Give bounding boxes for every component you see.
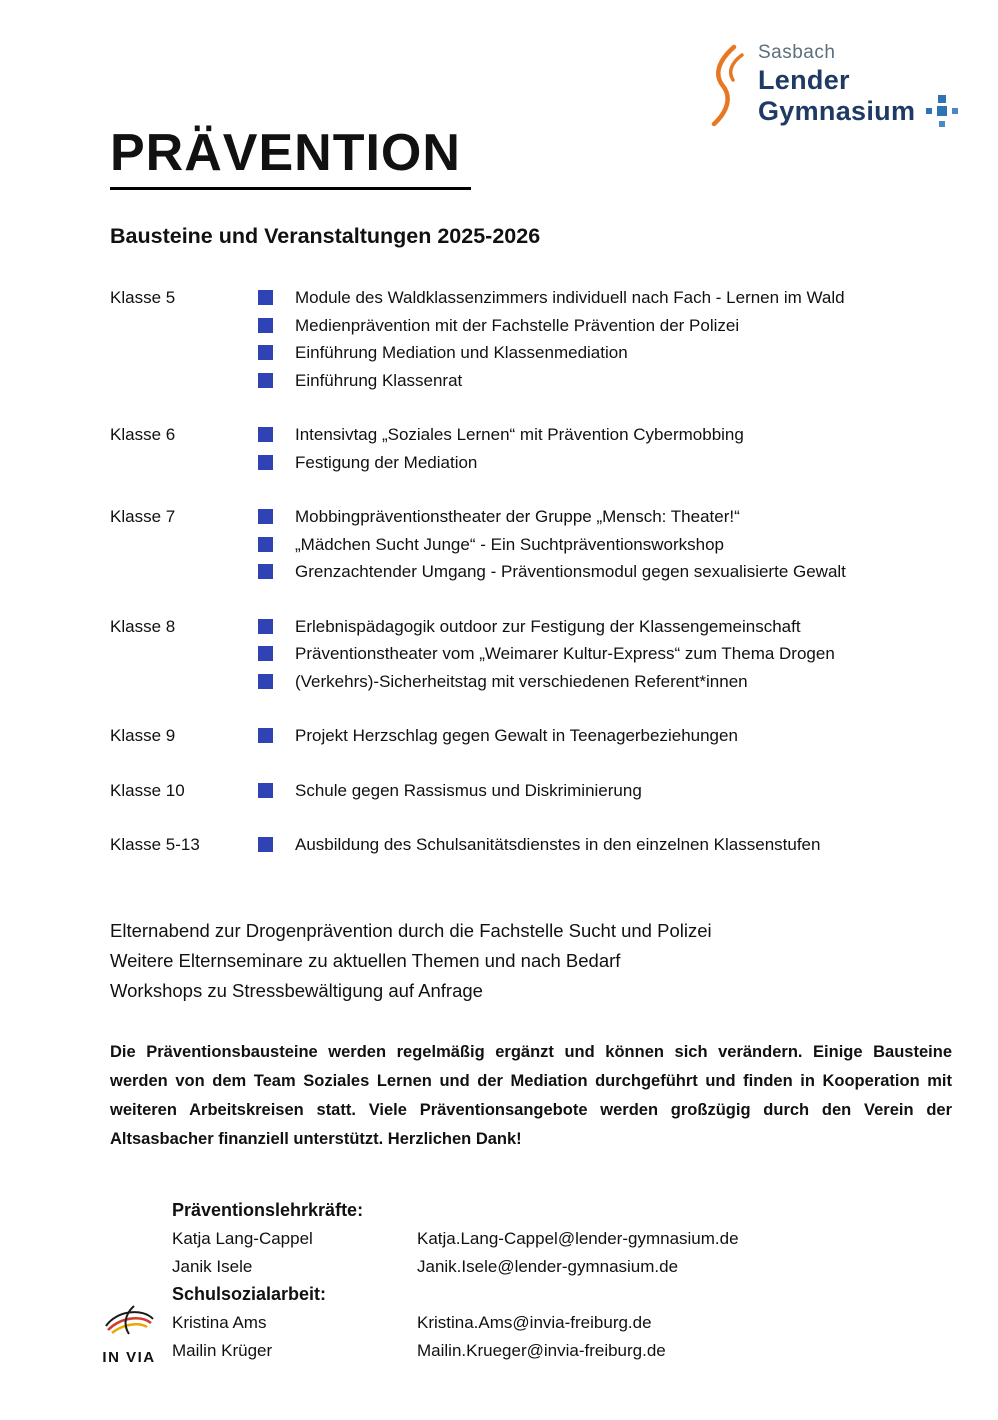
class-items: [258, 777, 962, 805]
additional-offers: [110, 916, 712, 1006]
list-item: [258, 312, 962, 340]
item-text: (Verkehrs)-Sicherheitstag mit verschiedenen Referent*innen: [295, 671, 748, 691]
list-item: [258, 558, 962, 586]
bullet-square-icon: [258, 619, 273, 634]
contact-name: Mailin Krüger: [172, 1340, 273, 1360]
item-text: Grenzachtender Umgang - Präventionsmodul gegen sexualisierte Gewalt: [295, 562, 846, 581]
contact-row: [172, 1225, 892, 1253]
class-items: [258, 722, 962, 750]
list-item: [258, 449, 962, 477]
list-item: [258, 531, 962, 559]
item-text: Festigung der Mediation: [295, 452, 478, 472]
extra-line: Workshops zu Stressbewältigung auf Anfrage: [110, 980, 483, 1001]
school-logo: [706, 42, 958, 128]
list-item: [258, 421, 962, 449]
note-paragraph: Die Präventionsbausteine werden regelmäßig ergänzt und können sich verändern. Einige Bausteine werden von dem Team Soziales Lernen und der Mediation durchgeführt und finden in Kooperation mit weiteren Arbeitskreisen statt. Viele Präventionsangebote werden großzügig durch den Verein der Altsasbacher finanziell unterstützt. Herzlichen Dank!: [110, 1043, 952, 1148]
contact-name: Janik Isele: [172, 1256, 253, 1276]
list-item: [258, 339, 962, 367]
contact-email: Katja.Lang-Cappel@lender-gymnasium.de: [417, 1229, 739, 1248]
contact-group-heading: Schulsozialarbeit:: [172, 1284, 327, 1304]
class-section-10: [110, 777, 962, 805]
prevention-table: [110, 284, 962, 859]
invia-logo: [96, 1300, 162, 1366]
class-label: Klasse 5: [110, 288, 176, 307]
extra-line: Elternabend zur Drogenprävention durch die Fachstelle Sucht und Polizei: [110, 920, 712, 941]
page-subtitle: Bausteine und Veranstaltungen 2025-2026: [110, 224, 541, 248]
bullet-square-icon: [258, 318, 273, 333]
contact-email: Mailin.Krueger@invia-freiburg.de: [417, 1340, 666, 1360]
class-section-5: [110, 284, 962, 394]
logo-name-line2: Gymnasium: [758, 96, 916, 127]
logo-swoosh-icon: [706, 44, 746, 128]
class-section-9: [110, 722, 962, 750]
class-label: Klasse 10: [110, 780, 185, 800]
page-title: PRÄVENTION: [110, 126, 471, 190]
bullet-square-icon: [258, 537, 273, 552]
item-text: Einführung Mediation und Klassenmediation: [295, 343, 628, 362]
bullet-square-icon: [258, 455, 273, 470]
contact-name: Kristina Ams: [172, 1313, 267, 1332]
item-text: Präventionstheater vom „Weimarer Kultur-Express“ zum Thema Drogen: [295, 644, 835, 663]
class-label: Klasse 5-13: [110, 835, 200, 854]
contact-name: Katja Lang-Cappel: [172, 1229, 313, 1248]
item-text: Einführung Klassenrat: [295, 370, 463, 390]
list-item: [258, 777, 962, 805]
list-item: [258, 284, 962, 312]
item-text: „Mädchen Sucht Junge“ - Ein Suchtpräventionsworkshop: [295, 534, 725, 554]
contact-row: [172, 1309, 892, 1337]
item-text: Projekt Herzschlag gegen Gewalt in Teenagerbeziehungen: [295, 726, 738, 745]
bullet-square-icon: [258, 728, 273, 743]
list-item: [258, 367, 962, 395]
bullet-square-icon: [258, 564, 273, 579]
item-text: Erlebnispädagogik outdoor zur Festigung der Klassengemeinschaft: [295, 616, 801, 636]
class-section-5-13: [110, 831, 962, 859]
bullet-square-icon: [258, 427, 273, 442]
class-label: Klasse 8: [110, 616, 176, 636]
extra-line: Weitere Elternseminare zu aktuellen Themen und nach Bedarf: [110, 950, 621, 971]
class-section-6: [110, 421, 962, 476]
class-items: [258, 613, 962, 696]
contact-row: [172, 1253, 892, 1281]
bullet-square-icon: [258, 345, 273, 360]
bullet-square-icon: [258, 674, 273, 689]
bullet-square-icon: [258, 509, 273, 524]
item-text: Mobbingpräventionstheater der Gruppe „Mensch: Theater!“: [295, 507, 740, 526]
item-text: Schule gegen Rassismus und Diskriminierung: [295, 780, 642, 800]
logo-dots-icon: [926, 95, 958, 127]
class-section-8: [110, 613, 962, 696]
list-item: [258, 613, 962, 641]
class-label: Klasse 7: [110, 507, 176, 526]
class-items: [258, 831, 962, 859]
list-item: [258, 831, 962, 859]
contact-group-heading: Präventionslehrkräfte:: [172, 1200, 364, 1220]
item-text: Ausbildung des Schulsanitätsdienstes in den einzelnen Klassenstufen: [295, 835, 821, 854]
logo-name-row: [758, 95, 958, 127]
class-items: [258, 284, 962, 394]
class-label: Klasse 9: [110, 726, 176, 745]
bullet-square-icon: [258, 290, 273, 305]
class-items: [258, 421, 962, 476]
invia-emblem-icon: [101, 1300, 157, 1342]
logo-name-line1: Lender: [758, 65, 850, 95]
item-text: Module des Waldklassenzimmers individuell nach Fach - Lernen im Wald: [295, 288, 845, 307]
class-label: Klasse 6: [110, 425, 176, 444]
bullet-square-icon: [258, 646, 273, 661]
contact-email: Kristina.Ams@invia-freiburg.de: [417, 1313, 652, 1332]
bullet-square-icon: [258, 837, 273, 852]
list-item: [258, 503, 962, 531]
class-items: [258, 503, 962, 586]
invia-label: IN VIA: [102, 1349, 156, 1366]
bullet-square-icon: [258, 783, 273, 798]
list-item: [258, 668, 962, 696]
logo-text: [758, 42, 958, 127]
logo-town-label: Sasbach: [758, 42, 836, 63]
class-section-7: [110, 503, 962, 586]
list-item: [258, 722, 962, 750]
item-text: Medienprävention mit der Fachstelle Prävention der Polizei: [295, 315, 740, 335]
contact-row: [172, 1337, 892, 1365]
contacts: [172, 1196, 892, 1364]
item-text: Intensivtag „Soziales Lernen“ mit Prävention Cybermobbing: [295, 425, 744, 444]
contact-email: Janik.Isele@lender-gymnasium.de: [417, 1256, 679, 1276]
bullet-square-icon: [258, 373, 273, 388]
list-item: [258, 640, 962, 668]
